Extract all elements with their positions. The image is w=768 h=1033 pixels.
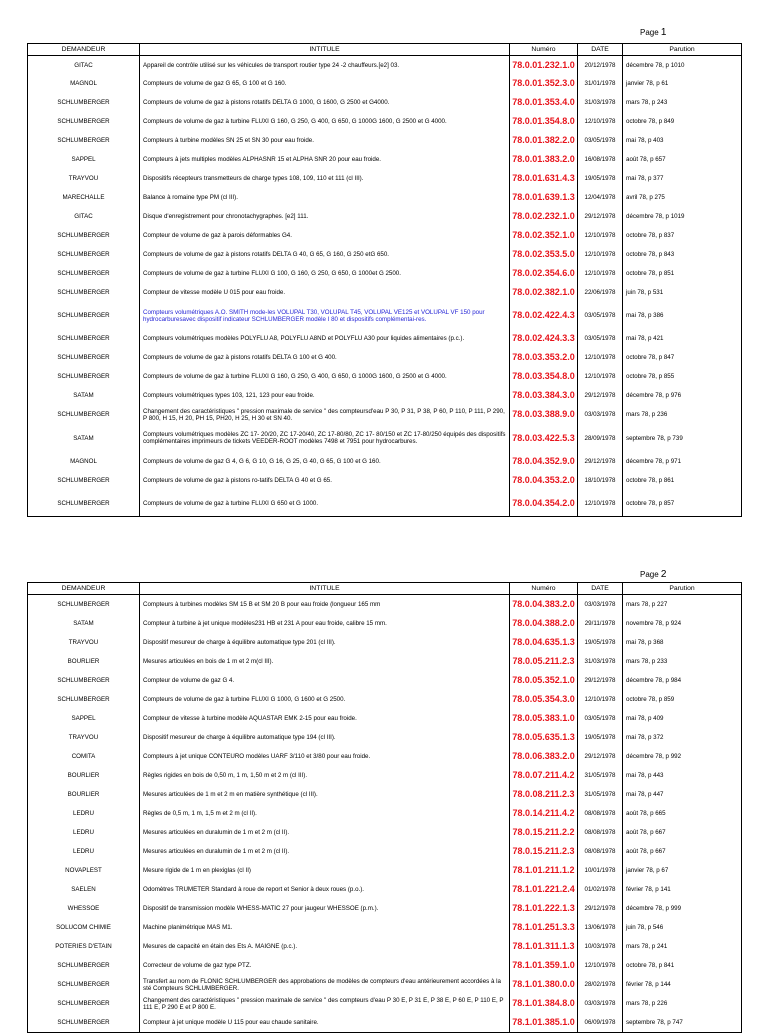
cell-intitule: Compteurs de volume de gaz à pistons ro-tatifs DELTA G 40 et G 65.: [140, 471, 510, 490]
cell-demandeur: SCHLUMBERGER: [28, 690, 140, 709]
cell-numero: 78.1.01.211.1.2: [510, 861, 578, 880]
cell-date: 29/12/1978: [578, 452, 623, 471]
table-row: [28, 424, 742, 452]
table-row: [28, 1013, 742, 1033]
cell-parution: février 78, p 144: [623, 975, 742, 994]
cell-parution: novembre 78, p 924: [623, 614, 742, 633]
cell-demandeur: SCHLUMBERGER: [28, 994, 140, 1013]
cell-intitule: Correcteur de volume de gaz type PTZ.: [140, 956, 510, 975]
cell-intitule: Compteurs de volume de gaz G 65, G 100 et G 160.: [140, 74, 510, 93]
cell-intitule: Compteur de vitesse à turbine modèle AQUASTAR EMK 2-15 pour eau froide.: [140, 709, 510, 728]
cell-numero: 78.1.01.251.3.3: [510, 918, 578, 937]
page-1-number: [640, 27, 666, 38]
cell-demandeur: GITAC: [28, 207, 140, 226]
table-row: [28, 93, 742, 112]
table-row: [28, 452, 742, 471]
cell-parution: décembre 78, p 984: [623, 671, 742, 690]
cell-numero: 78.0.01.639.1.3: [510, 188, 578, 207]
cell-date: 31/05/1978: [578, 766, 623, 785]
cell-intitule: Compteurs de volume de gaz à turbine FLUXI G 650 et G 1000.: [140, 490, 510, 517]
cell-parution: octobre 78, p 859: [623, 690, 742, 709]
cell-intitule: Compteurs de volume de gaz à pistons rotatifs DELTA G 1000, G 1600, G 2500 et G4000.: [140, 93, 510, 112]
cell-date: 03/03/1978: [578, 994, 623, 1013]
cell-intitule: Disque d'enregistrement pour chronotachygraphes. [e2] 111.: [140, 207, 510, 226]
cell-date: 12/10/1978: [578, 112, 623, 131]
table-row: [28, 614, 742, 633]
cell-date: 12/10/1978: [578, 348, 623, 367]
cell-demandeur: MAGNOL: [28, 74, 140, 93]
cell-parution: mai 78, p 368: [623, 633, 742, 652]
cell-numero: 78.0.03.388.9.0: [510, 405, 578, 424]
cell-intitule: Mesure rigide de 1 m en plexiglas (cl II): [140, 861, 510, 880]
cell-intitule: Compteur de volume de gaz à parois déformables G4.: [140, 226, 510, 245]
cell-intitule: Mesures articulées de 1 m et 2 m en matière synthétique (cl III).: [140, 785, 510, 804]
cell-date: 31/03/1978: [578, 93, 623, 112]
cell-numero: 78.1.01.385.1.0: [510, 1013, 578, 1033]
cell-date: 08/08/1978: [578, 842, 623, 861]
cell-parution: mai 78, p 443: [623, 766, 742, 785]
cell-numero: 78.1.01.221.2.4: [510, 880, 578, 899]
approvals-table-page-1: [27, 43, 742, 517]
cell-intitule: Changement des caractéristiques " pression maximale de service " des compteurs d'eau P 30 E, P 31 E, P 38 E, P 60 E, P 110 E, P 111 E, P 290 E et P 800 E.: [140, 994, 510, 1013]
table-row: [28, 112, 742, 131]
cell-parution: mai 78, p 447: [623, 785, 742, 804]
cell-date: 03/03/1978: [578, 405, 623, 424]
cell-demandeur: MAGNOL: [28, 452, 140, 471]
cell-numero: 78.0.14.211.4.2: [510, 804, 578, 823]
cell-demandeur: SAELEN: [28, 880, 140, 899]
col-parution: Parution: [623, 44, 742, 56]
table-row: [28, 131, 742, 150]
cell-demandeur: SATAM: [28, 424, 140, 452]
cell-demandeur: SCHLUMBERGER: [28, 367, 140, 386]
cell-demandeur: NOVAPLEST: [28, 861, 140, 880]
cell-numero: 78.0.05.352.1.0: [510, 671, 578, 690]
cell-numero: 78.0.04.352.9.0: [510, 452, 578, 471]
page-label: Page: [640, 28, 659, 37]
table-row: [28, 264, 742, 283]
table-row: [28, 956, 742, 975]
cell-date: 31/03/1978: [578, 652, 623, 671]
table-row: [28, 329, 742, 348]
col-parution: Parution: [623, 583, 742, 595]
page-label: Page: [640, 570, 659, 579]
cell-demandeur: TRAYVOU: [28, 728, 140, 747]
header-row: [28, 44, 742, 56]
cell-parution: octobre 78, p 855: [623, 367, 742, 386]
cell-intitule: Mesures de capacité en étain des Ets A. MAIGNE (p.c.).: [140, 937, 510, 956]
cell-demandeur: SATAM: [28, 386, 140, 405]
cell-intitule: Mesures articulées en bois de 1 m et 2 m(cl III).: [140, 652, 510, 671]
cell-numero: 78.0.15.211.2.3: [510, 842, 578, 861]
cell-date: 06/09/1978: [578, 1013, 623, 1033]
table-row: [28, 490, 742, 517]
table-row: [28, 188, 742, 207]
cell-numero: 78.0.05.635.1.3: [510, 728, 578, 747]
cell-numero: 78.0.02.422.4.3: [510, 302, 578, 329]
cell-demandeur: SCHLUMBERGER: [28, 93, 140, 112]
cell-numero: 78.0.02.353.5.0: [510, 245, 578, 264]
cell-numero: 78.0.01.631.4.3: [510, 169, 578, 188]
cell-intitule: Compteur de vitesse modèle U 015 pour eau froide.: [140, 283, 510, 302]
cell-parution: septembre 78, p 747: [623, 1013, 742, 1033]
cell-date: 29/12/1978: [578, 899, 623, 918]
cell-date: 12/10/1978: [578, 245, 623, 264]
cell-intitule: Dispositif de transmission modèle WHESS-MATIC 27 pour jaugeur WHESSOE (p.m.).: [140, 899, 510, 918]
table-row: [28, 861, 742, 880]
cell-demandeur: BOURLIER: [28, 766, 140, 785]
cell-demandeur: SCHLUMBERGER: [28, 595, 140, 615]
cell-intitule: Compteurs de volume de gaz à turbine FLUXI G 160, G 250, G 400, G 650, G 1000G 1600, G 2500 et G 4000.: [140, 112, 510, 131]
cell-demandeur: SCHLUMBERGER: [28, 956, 140, 975]
cell-intitule: Compteurs de volume de gaz à turbine FLUXI G 100, G 160, G 250, G 650, G 1000et G 2500.: [140, 264, 510, 283]
cell-date: 03/05/1978: [578, 329, 623, 348]
cell-numero: 78.0.03.384.3.0: [510, 386, 578, 405]
cell-demandeur: SCHLUMBERGER: [28, 975, 140, 994]
cell-date: 29/12/1978: [578, 747, 623, 766]
col-date: DATE: [578, 583, 623, 595]
cell-date: 01/02/1978: [578, 880, 623, 899]
cell-demandeur: TRAYVOU: [28, 169, 140, 188]
cell-date: 19/05/1978: [578, 169, 623, 188]
cell-parution: juin 78, p 546: [623, 918, 742, 937]
cell-numero: 78.0.03.422.5.3: [510, 424, 578, 452]
table-row: [28, 880, 742, 899]
cell-parution: décembre 78, p 1019: [623, 207, 742, 226]
cell-demandeur: SCHLUMBERGER: [28, 471, 140, 490]
cell-date: 13/06/1978: [578, 918, 623, 937]
cell-intitule: Transfert au nom de FLONIC SCHLUMBERGER des approbations de modèles de compteurs d'eau antérieurement accordées à la sté Compteurs SCHLUMBERGER.: [140, 975, 510, 994]
cell-parution: mars 78, p 226: [623, 994, 742, 1013]
cell-numero: 78.0.02.354.6.0: [510, 264, 578, 283]
cell-demandeur: SCHLUMBERGER: [28, 245, 140, 264]
table-row: [28, 671, 742, 690]
cell-demandeur: BOURLIER: [28, 785, 140, 804]
cell-date: 31/05/1978: [578, 785, 623, 804]
col-numero: Numéro: [510, 583, 578, 595]
cell-numero: 78.0.05.211.2.3: [510, 652, 578, 671]
cell-parution: mai 78, p 403: [623, 131, 742, 150]
cell-intitule: Compteurs de volume de gaz G 4, G 6, G 10, G 16, G 25, G 40, G 65, G 100 et G 160.: [140, 452, 510, 471]
cell-demandeur: LEDRU: [28, 823, 140, 842]
cell-parution: octobre 78, p 841: [623, 956, 742, 975]
cell-intitule: Balance à romaine type PM (cl III).: [140, 188, 510, 207]
cell-date: 10/03/1978: [578, 937, 623, 956]
cell-numero: 78.1.01.311.1.3: [510, 937, 578, 956]
cell-date: 29/12/1978: [578, 207, 623, 226]
cell-parution: juin 78, p 531: [623, 283, 742, 302]
cell-intitule: Compteurs à turbine modèles SN 25 et SN 30 pour eau froide.: [140, 131, 510, 150]
table-row: [28, 386, 742, 405]
cell-demandeur: SCHLUMBERGER: [28, 226, 140, 245]
cell-numero: 78.0.06.383.2.0: [510, 747, 578, 766]
cell-demandeur: SCHLUMBERGER: [28, 348, 140, 367]
table-row: [28, 709, 742, 728]
cell-parution: mars 78, p 227: [623, 595, 742, 615]
cell-date: 12/10/1978: [578, 367, 623, 386]
page-2-number: [640, 569, 666, 580]
cell-demandeur: BOURLIER: [28, 652, 140, 671]
cell-date: 20/12/1978: [578, 56, 623, 75]
header-row: [28, 583, 742, 595]
cell-date: 12/04/1978: [578, 188, 623, 207]
cell-numero: 78.0.07.211.4.2: [510, 766, 578, 785]
cell-intitule: Machine planimétrique MAS M1.: [140, 918, 510, 937]
cell-date: 03/05/1978: [578, 709, 623, 728]
cell-intitule: Compteurs à jet unique CONTEURO modèles UARF 3/110 et 3/80 pour eau froide.: [140, 747, 510, 766]
table-row: [28, 690, 742, 709]
table-row: [28, 226, 742, 245]
cell-intitule: Compteur à turbine à jet unique modèles231 HB et 231 A pour eau froide, calibre 15 mm.: [140, 614, 510, 633]
table-row: [28, 842, 742, 861]
table-row: [28, 74, 742, 93]
cell-date: 12/10/1978: [578, 956, 623, 975]
cell-date: 03/03/1978: [578, 595, 623, 615]
cell-parution: octobre 78, p 837: [623, 226, 742, 245]
cell-numero: 78.0.01.354.8.0: [510, 112, 578, 131]
cell-date: 18/10/1978: [578, 471, 623, 490]
table-row: [28, 747, 742, 766]
table-row: [28, 652, 742, 671]
cell-intitule: Compteur à jet unique modèle U 115 pour eau chaude sanitaire.: [140, 1013, 510, 1033]
table-row: [28, 785, 742, 804]
cell-parution: août 78, p 657: [623, 150, 742, 169]
cell-date: 12/10/1978: [578, 490, 623, 517]
cell-date: 12/10/1978: [578, 264, 623, 283]
cell-parution: mars 78, p 241: [623, 937, 742, 956]
cell-demandeur: POTERIES D'ETAIN: [28, 937, 140, 956]
cell-parution: octobre 78, p 847: [623, 348, 742, 367]
table-row: [28, 975, 742, 994]
cell-parution: août 78, p 665: [623, 804, 742, 823]
cell-demandeur: WHESSOE: [28, 899, 140, 918]
cell-intitule: Dispositif mesureur de charge à équilibre automatique type 194 (cl III).: [140, 728, 510, 747]
table-row: [28, 633, 742, 652]
cell-parution: janvier 78, p 67: [623, 861, 742, 880]
cell-date: 19/05/1978: [578, 728, 623, 747]
cell-parution: décembre 78, p 976: [623, 386, 742, 405]
cell-demandeur: SCHLUMBERGER: [28, 671, 140, 690]
table-row: [28, 283, 742, 302]
table-row: [28, 728, 742, 747]
cell-parution: avril 78, p 275: [623, 188, 742, 207]
cell-demandeur: LEDRU: [28, 842, 140, 861]
table-row: [28, 994, 742, 1013]
cell-numero: 78.0.03.354.8.0: [510, 367, 578, 386]
cell-numero: 78.0.04.383.2.0: [510, 595, 578, 615]
cell-parution: octobre 78, p 849: [623, 112, 742, 131]
cell-parution: mai 78, p 372: [623, 728, 742, 747]
cell-numero: 78.0.01.232.1.0: [510, 56, 578, 75]
table-row: [28, 348, 742, 367]
cell-numero: 78.0.01.352.3.0: [510, 74, 578, 93]
col-numero: Numéro: [510, 44, 578, 56]
cell-date: 08/08/1978: [578, 823, 623, 842]
cell-demandeur: SCHLUMBERGER: [28, 264, 140, 283]
cell-demandeur: SCHLUMBERGER: [28, 1013, 140, 1033]
cell-demandeur: SCHLUMBERGER: [28, 405, 140, 424]
cell-numero: 78.0.02.382.1.0: [510, 283, 578, 302]
cell-numero: 78.0.01.353.4.0: [510, 93, 578, 112]
cell-demandeur: SATAM: [28, 614, 140, 633]
cell-demandeur: SCHLUMBERGER: [28, 112, 140, 131]
cell-numero: 78.0.05.354.3.0: [510, 690, 578, 709]
cell-parution: septembre 78, p 739: [623, 424, 742, 452]
cell-numero: 78.0.02.352.1.0: [510, 226, 578, 245]
table-row: [28, 245, 742, 264]
cell-date: 19/05/1978: [578, 633, 623, 652]
cell-parution: décembre 78, p 971: [623, 452, 742, 471]
cell-numero: 78.0.04.354.2.0: [510, 490, 578, 517]
cell-date: 12/10/1978: [578, 690, 623, 709]
cell-date: 12/10/1978: [578, 226, 623, 245]
cell-intitule: Compteurs de volume de gaz à pistons rotatifs DELTA G 40, G 65, G 160, G 250 etG 650.: [140, 245, 510, 264]
cell-demandeur: SCHLUMBERGER: [28, 302, 140, 329]
col-demandeur: DEMANDEUR: [28, 44, 140, 56]
table-row: [28, 207, 742, 226]
cell-demandeur: LEDRU: [28, 804, 140, 823]
cell-intitule: Dispositifs récepteurs transmetteurs de charge types 108, 109, 110 et 111 (cl III).: [140, 169, 510, 188]
col-intitule: INTITULE: [140, 44, 510, 56]
cell-intitule: Compteurs volumétriques types 103, 121, 123 pour eau froide.: [140, 386, 510, 405]
table-row: [28, 471, 742, 490]
cell-intitule: Changement des caractéristiques " pression maximale de service " des compteursd'eau P 30, P 31, P 38, P 60, P 110, P 111, P 290, P 800, H 15, H 20, PH 15, PH20, H 25, H 30 et SN 40.: [140, 405, 510, 424]
cell-intitule: Compteurs de volume de gaz à turbine FLUXI G 160, G 250, G 400, G 650, G 1000G 1600, G 2500 et G 4000.: [140, 367, 510, 386]
table-row: [28, 169, 742, 188]
cell-numero: 78.0.01.383.2.0: [510, 150, 578, 169]
cell-parution: décembre 78, p 1010: [623, 56, 742, 75]
table-row: [28, 367, 742, 386]
cell-date: 03/05/1978: [578, 302, 623, 329]
cell-date: 29/12/1978: [578, 671, 623, 690]
cell-parution: octobre 78, p 843: [623, 245, 742, 264]
cell-demandeur: SOLUCOM CHIMIE: [28, 918, 140, 937]
table-row: [28, 823, 742, 842]
cell-intitule: Compteur de volume de gaz G 4.: [140, 671, 510, 690]
cell-demandeur: SAPPEL: [28, 150, 140, 169]
cell-intitule: Compteurs volumétriques modèles POLYFLU A8, POLYFLU A8ND et POLYFLU A30 pour liquides alimentaires (p.c.).: [140, 329, 510, 348]
cell-date: 29/12/1978: [578, 386, 623, 405]
table-row: [28, 899, 742, 918]
table-row: [28, 595, 742, 615]
cell-demandeur: SAPPEL: [28, 709, 140, 728]
page-number-value: 2: [660, 569, 667, 580]
cell-date: 29/11/1978: [578, 614, 623, 633]
col-intitule: INTITULE: [140, 583, 510, 595]
cell-parution: décembre 78, p 999: [623, 899, 742, 918]
cell-intitule: Règles de 0,5 m, 1 m, 1,5 m et 2 m (cl II).: [140, 804, 510, 823]
cell-parution: janvier 78, p 61: [623, 74, 742, 93]
cell-demandeur: SCHLUMBERGER: [28, 131, 140, 150]
cell-parution: octobre 78, p 861: [623, 471, 742, 490]
table-row: [28, 804, 742, 823]
cell-numero: 78.0.02.232.1.0: [510, 207, 578, 226]
cell-numero: 78.0.01.382.2.0: [510, 131, 578, 150]
cell-date: 03/05/1978: [578, 131, 623, 150]
cell-demandeur: COMITA: [28, 747, 140, 766]
cell-date: 10/01/1978: [578, 861, 623, 880]
cell-date: 31/01/1978: [578, 74, 623, 93]
cell-numero: 78.0.04.635.1.3: [510, 633, 578, 652]
col-demandeur: DEMANDEUR: [28, 583, 140, 595]
cell-parution: mai 78, p 421: [623, 329, 742, 348]
cell-parution: août 78, p 667: [623, 842, 742, 861]
cell-numero: 78.1.01.359.1.0: [510, 956, 578, 975]
cell-parution: mai 78, p 377: [623, 169, 742, 188]
table-row: [28, 766, 742, 785]
approvals-table-page-2: [27, 582, 742, 1033]
cell-intitule: Dispositif mesureur de charge à équilibre automatique type 201 (cl III).: [140, 633, 510, 652]
cell-date: 28/09/1978: [578, 424, 623, 452]
cell-numero: 78.0.03.353.2.0: [510, 348, 578, 367]
cell-numero: 78.0.04.388.2.0: [510, 614, 578, 633]
cell-intitule: Compteurs volumétriques modèles ZC 17- 20/20, ZC 17-20/40, ZC 17-80/80, ZC 17- 80/150 et ZC 17-80/250 équipés des dispositifs complémentaires imprimeurs de tickets VEEDER-ROOT modèles 7498 et 7951 pour hydrocarbures.: [140, 424, 510, 452]
cell-numero: 78.0.04.353.2.0: [510, 471, 578, 490]
cell-parution: mars 78, p 233: [623, 652, 742, 671]
cell-numero: 78.0.05.383.1.0: [510, 709, 578, 728]
cell-intitule: Compteurs de volume de gaz à pistons rotatifs DELTA G 100 et G 400.: [140, 348, 510, 367]
cell-numero: 78.0.15.211.2.2: [510, 823, 578, 842]
table-row: [28, 937, 742, 956]
cell-numero: 78.0.02.424.3.3: [510, 329, 578, 348]
cell-parution: août 78, p 667: [623, 823, 742, 842]
page-number-value: 1: [660, 27, 667, 38]
cell-intitule: Mesures articulées en duralumin de 1 m et 2 m (cl II).: [140, 823, 510, 842]
cell-parution: mai 78, p 386: [623, 302, 742, 329]
cell-intitule: Compteurs à turbines modèles SM 15 B et SM 20 B pour eau froide (longueur 165 mm: [140, 595, 510, 615]
cell-demandeur: GITAC: [28, 56, 140, 75]
cell-demandeur: SCHLUMBERGER: [28, 283, 140, 302]
cell-intitule: Compteurs volumétriques A.O. SMITH mode-les VOLUPAL T30, VOLUPAL T45, VOLUPAL VE125 et VOLUPAL VF 150 pour hydrocarburesavec dispositif indicateur SCHLUMBERGER modèle I 80 et dispositifs complémentai-res.: [140, 302, 510, 329]
table-row: [28, 405, 742, 424]
cell-intitule: Appareil de contrôle utilisé sur les véhicules de transport routier type 24 -2 chauffeurs.[e2] 03.: [140, 56, 510, 75]
cell-parution: décembre 78, p 992: [623, 747, 742, 766]
col-date: DATE: [578, 44, 623, 56]
cell-intitule: Compteurs de volume de gaz à turbine FLUXI G 1000, G 1600 et G 2500.: [140, 690, 510, 709]
table-row: [28, 302, 742, 329]
cell-demandeur: MARECHALLE: [28, 188, 140, 207]
table-row: [28, 56, 742, 75]
cell-parution: mars 78, p 243: [623, 93, 742, 112]
cell-date: 28/02/1978: [578, 975, 623, 994]
cell-demandeur: TRAYVOU: [28, 633, 140, 652]
cell-intitule: Mesures articulées en duralumin de 1 m et 2 m (cl II).: [140, 842, 510, 861]
cell-intitule: Compteurs à jets multiples modèles ALPHASNR 15 et ALPHA SNR 20 pour eau froide.: [140, 150, 510, 169]
cell-numero: 78.0.08.211.2.3: [510, 785, 578, 804]
cell-parution: mars 78, p 236: [623, 405, 742, 424]
cell-parution: octobre 78, p 857: [623, 490, 742, 517]
cell-parution: octobre 78, p 851: [623, 264, 742, 283]
cell-numero: 78.1.01.222.1.3: [510, 899, 578, 918]
cell-numero: 78.1.01.380.0.0: [510, 975, 578, 994]
cell-date: 08/08/1978: [578, 804, 623, 823]
cell-parution: mai 78, p 409: [623, 709, 742, 728]
cell-intitule: Odomètres TRUMETER Standard à roue de report et Senior à deux roues (p.o.).: [140, 880, 510, 899]
cell-demandeur: SCHLUMBERGER: [28, 490, 140, 517]
cell-date: 22/06/1978: [578, 283, 623, 302]
cell-numero: 78.1.01.384.8.0: [510, 994, 578, 1013]
cell-date: 16/08/1978: [578, 150, 623, 169]
table-row: [28, 918, 742, 937]
cell-intitule: Règles rigides en bois de 0,50 m, 1 m, 1,50 m et 2 m (cl III).: [140, 766, 510, 785]
table-row: [28, 150, 742, 169]
cell-parution: février 78, p 141: [623, 880, 742, 899]
cell-demandeur: SCHLUMBERGER: [28, 329, 140, 348]
